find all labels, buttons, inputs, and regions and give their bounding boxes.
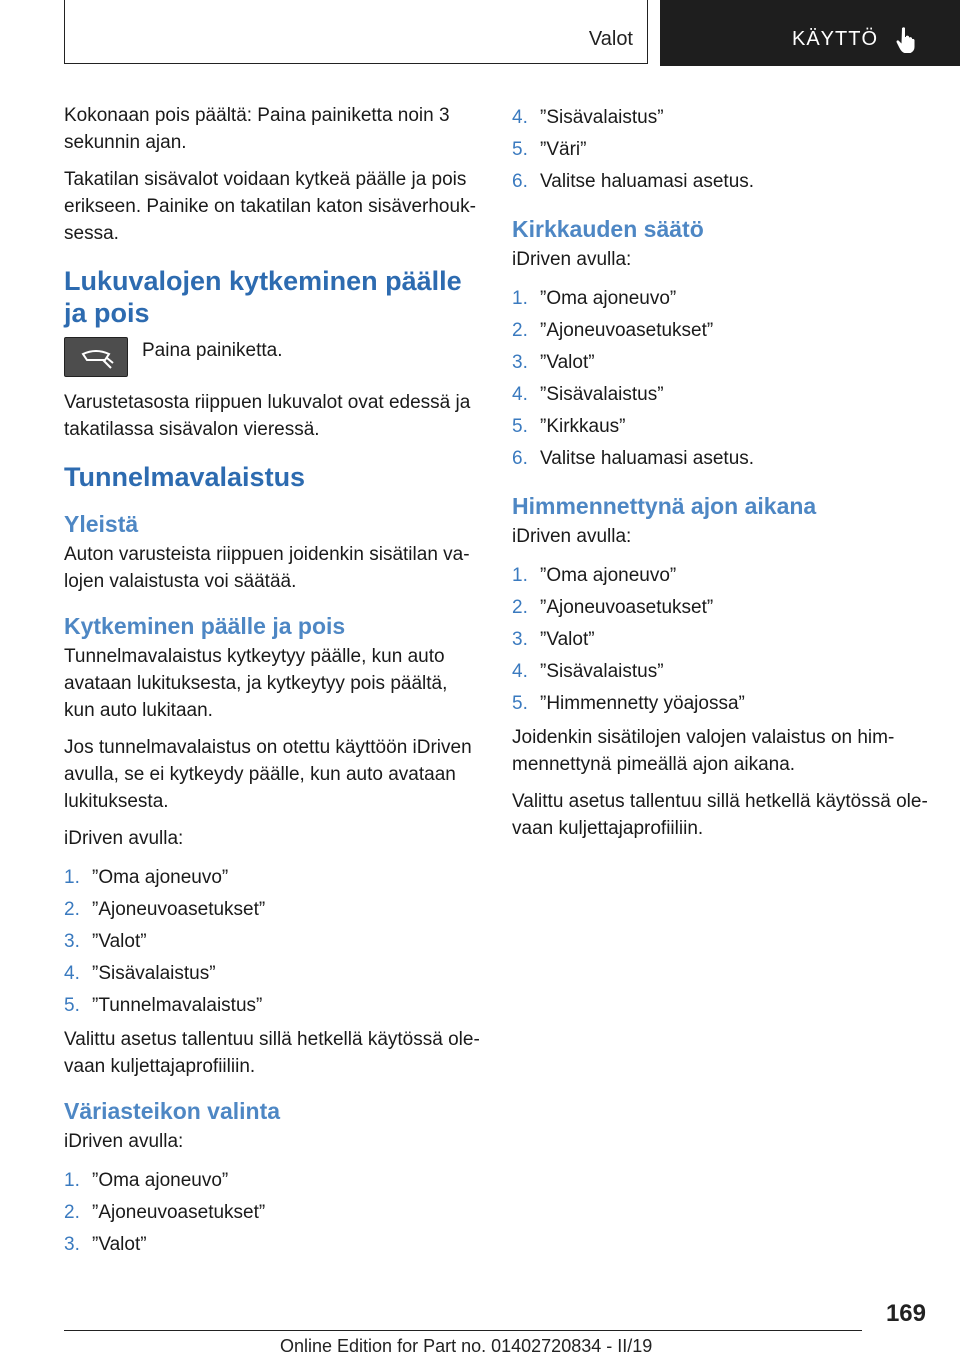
step-number: 3. [64,931,80,952]
list-item [512,347,928,379]
heading-dimmed: Himmennettynä ajon aikana [512,493,817,519]
header-chapter-title: KÄYTTÖ [792,28,879,50]
step-number: 4. [64,963,80,984]
step-text: ”Ajoneuvoasetukset” [92,899,266,920]
left-column [64,102,480,1265]
step-text: ”Ajoneuvoasetukset” [540,320,714,341]
list-item [512,624,928,656]
step-text: ”Oma ajoneuvo” [540,288,677,309]
list-item [64,958,480,990]
heading-ambient-light: Tunnelmavalaistus [64,462,306,492]
paragraph: iDriven avulla: [64,828,184,849]
paragraph: iDriven avulla: [512,526,632,547]
step-text: ”Tunnelmavalaistus” [92,995,263,1016]
paragraph: Tunnelmavalaistus kytkeytyy päälle, kun auto avataan lukituksesta, ja kytkeytyy pois päältä, kun auto lukitaan. [64,646,448,721]
list-item [64,1165,480,1197]
step-number: 1. [64,867,80,888]
step-number: 2. [512,597,528,618]
step-text: ”Sisävalaistus” [540,661,664,682]
list-item [512,315,928,347]
header-section-title: Valot [588,28,633,50]
step-number: 3. [64,1234,80,1255]
step-text: ”Kirkkaus” [540,416,626,437]
step-number: 2. [64,1202,80,1223]
heading-color-scale: Väriasteikon valinta [64,1098,281,1124]
step-text: ”Ajoneuvoasetukset” [92,1202,266,1223]
list-item [512,166,928,198]
step-number: 5. [512,693,528,714]
footer-edition: Online Edition for Part no. 01402720834 - II/19 [280,1336,653,1356]
step-text: ”Väri” [540,139,587,160]
paragraph: iDriven avulla: [512,249,632,270]
list-item [512,656,928,688]
steps-list-dimmed [512,560,928,720]
list-item [512,134,928,166]
step-number: 6. [512,171,528,192]
step-number: 6. [512,448,528,469]
footer-divider [64,1330,862,1331]
step-text: ”Valot” [540,352,595,373]
step-text: ”Valot” [92,931,147,952]
steps-list-ambient [64,862,480,1022]
step-number: 3. [512,629,528,650]
list-item [512,560,928,592]
reading-light-button-row [64,337,480,377]
list-item [512,411,928,443]
steps-list-brightness [512,283,928,475]
step-number: 2. [512,320,528,341]
heading-reading-lights: Lukuvalojen kytkeminen päälle ja pois [64,266,462,328]
step-number: 5. [512,416,528,437]
step-text: ”Oma ajoneuvo” [92,1170,229,1191]
paragraph: Auton varusteista riippuen joidenkin sisätilan valojen valaistusta voi säätää. [64,544,470,592]
step-text: Valitse haluamasi asetus. [540,448,755,469]
list-item [64,1229,480,1261]
step-text: ”Sisävalaistus” [540,384,664,405]
reading-light-icon [64,337,128,377]
list-item [64,894,480,926]
list-item [512,283,928,315]
hand-pointer-icon [894,26,918,54]
steps-list-color-cont [512,102,928,198]
header-section-box [64,0,648,64]
step-number: 2. [64,899,80,920]
step-number: 5. [512,139,528,160]
step-text: Valitse haluamasi asetus. [540,171,755,192]
list-item [512,592,928,624]
list-item [64,862,480,894]
header-chapter-tab [660,0,960,66]
heading-brightness: Kirkkauden säätö [512,216,704,242]
step-number: 4. [512,384,528,405]
step-number: 3. [512,352,528,373]
list-item [64,990,480,1022]
list-item [64,926,480,958]
paragraph: Varustetasosta riippuen lukuvalot ovat edessä ja takatilassa sisävalon vieressä. [64,392,471,440]
step-text: ”Oma ajoneuvo” [92,867,229,888]
button-instruction: Paina painiketta. [142,340,283,361]
page-number: 169 [885,1300,926,1327]
step-text: ”Ajoneuvoasetukset” [540,597,714,618]
paragraph: Jos tunnelmavalaistus on otettu käyttöön iDriven avulla, se ei kytkeydy päälle, kun auto avataan lukituksesta. [64,737,472,812]
list-item [512,688,928,720]
step-number: 4. [512,661,528,682]
step-number: 5. [64,995,80,1016]
step-number: 1. [512,288,528,309]
step-number: 4. [512,107,528,128]
step-text: ”Sisävalaistus” [92,963,216,984]
heading-on-off: Kytkeminen päälle ja pois [64,613,346,639]
right-column [512,102,928,852]
paragraph: Kokonaan pois päältä: Paina painiketta noin 3 sekunnin ajan. [64,105,450,153]
step-text: ”Himmennetty yöajossa” [540,693,745,714]
list-item [512,443,928,475]
list-item [64,1197,480,1229]
steps-list-color [64,1165,480,1261]
step-text: ”Sisävalaistus” [540,107,664,128]
paragraph: iDriven avulla: [64,1131,184,1152]
paragraph: Takatilan sisävalot voidaan kytkeä päälle ja pois erikseen. Painike on takatilan katon sisäverhouksessa. [64,169,476,244]
step-text: ”Oma ajoneuvo” [540,565,677,586]
paragraph: Joidenkin sisätilojen valojen valaistus on himmennettynä pimeällä ajon aikana. [512,727,895,775]
step-number: 1. [512,565,528,586]
step-text: ”Valot” [92,1234,147,1255]
list-item [512,379,928,411]
heading-general: Yleistä [64,511,139,537]
page-header [0,0,960,66]
list-item [512,102,928,134]
paragraph: Valittu asetus tallentuu sillä hetkellä käytössä olevaan kuljettajaprofiiliin. [512,791,928,839]
step-number: 1. [64,1170,80,1191]
step-text: ”Valot” [540,629,595,650]
paragraph: Valittu asetus tallentuu sillä hetkellä käytössä olevaan kuljettajaprofiiliin. [64,1029,480,1077]
